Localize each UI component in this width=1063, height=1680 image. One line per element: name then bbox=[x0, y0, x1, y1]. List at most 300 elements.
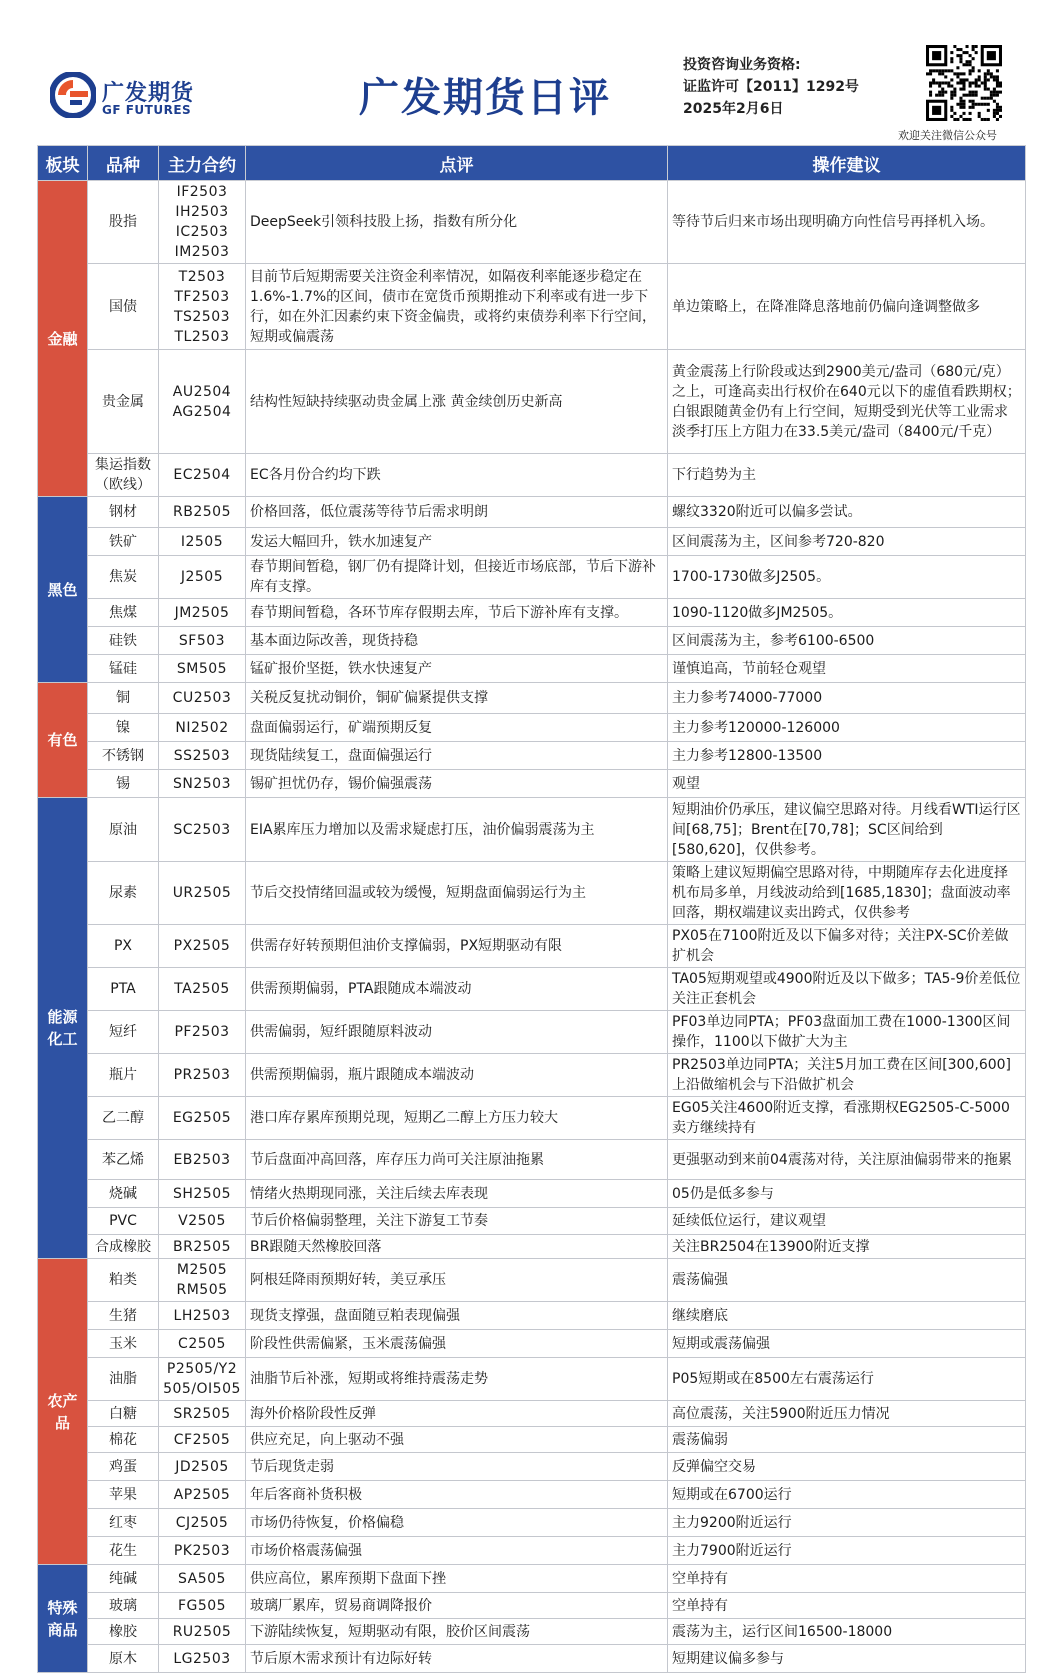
advice-cell: 空单持有 bbox=[668, 1593, 1026, 1619]
comment-cell: 供需预期偏弱，瓶片跟随成本端波动 bbox=[246, 1054, 668, 1097]
contract-code: J2505 bbox=[180, 569, 224, 585]
comment-cell: 节后交投情绪回温或较为缓慢，短期盘面偏弱运行为主 bbox=[246, 862, 668, 925]
column-header-sector: 板块 bbox=[38, 146, 88, 181]
contract-code: PF2503 bbox=[174, 1024, 230, 1040]
comment-cell: 盘面偏弱运行，矿端预期反复 bbox=[246, 714, 668, 742]
variety-cell bbox=[88, 599, 159, 627]
advice-cell: 短期油价仍承压，建议偏空思路对待。月线看WTI运行区间[68,75]；Brent在[70,78]；SC区间给到[580,620]，仅供参考。 bbox=[668, 798, 1026, 862]
sector-cell bbox=[38, 683, 88, 798]
variety-name: PX bbox=[113, 938, 133, 954]
comment-cell: EIA累库压力增加以及需求疑虑打压，油价偏弱震荡为主 bbox=[246, 798, 668, 862]
contract-cell bbox=[159, 1509, 246, 1537]
contract-cell bbox=[159, 1259, 246, 1302]
comment-cell: 海外价格阶段性反弹 bbox=[246, 1401, 668, 1427]
variety-name: 纯碱 bbox=[109, 1570, 137, 1587]
daily-review-table-wrapper bbox=[37, 145, 1025, 1673]
variety-cell bbox=[88, 1235, 159, 1259]
comment-cell: 现货支撑强，盘面随豆粕表现偏强 bbox=[246, 1302, 668, 1330]
variety-name: 白糖 bbox=[109, 1405, 137, 1422]
table-header-row bbox=[38, 146, 1026, 181]
variety-cell bbox=[88, 925, 159, 968]
table-row bbox=[38, 1619, 1026, 1645]
comment-cell: 下游陆续恢复，短期驱动有限，胶价区间震荡 bbox=[246, 1619, 668, 1645]
advice-cell: 05仍是低多参与 bbox=[668, 1180, 1026, 1208]
contract-code: EC2504 bbox=[173, 467, 231, 483]
contract-cell bbox=[159, 968, 246, 1011]
report-header bbox=[0, 0, 1063, 145]
table-row bbox=[38, 1401, 1026, 1427]
variety-cell bbox=[88, 770, 159, 798]
advice-cell: 区间震荡为主，区间参考720-820 bbox=[668, 528, 1026, 556]
variety-name: 玉米 bbox=[109, 1335, 137, 1352]
variety-name: 油脂 bbox=[109, 1371, 137, 1387]
contract-cell bbox=[159, 1593, 246, 1619]
sector-name: 农产品 bbox=[47, 1391, 78, 1432]
comment-cell: 关税反复扰动铜价，铜矿偏紧提供支撑 bbox=[246, 683, 668, 714]
comment-cell: 结构性短缺持续驱动贵金属上涨 黄金续创历史新高 bbox=[246, 350, 668, 454]
contract-code: IF2503 bbox=[176, 184, 228, 200]
variety-cell bbox=[88, 1645, 159, 1673]
contract-code: SH2505 bbox=[172, 1185, 232, 1202]
comment-cell: 节后现货走弱 bbox=[246, 1453, 668, 1481]
sector-name: 黑色 bbox=[47, 580, 78, 599]
table-row bbox=[38, 264, 1026, 350]
variety-cell bbox=[88, 1427, 159, 1453]
advice-cell: 更强驱动到来前04震荡对待，关注原油偏弱带来的拖累 bbox=[668, 1140, 1026, 1180]
comment-cell: 基本面边际改善，现货持稳 bbox=[246, 627, 668, 655]
contract-cell bbox=[159, 655, 246, 683]
comment-cell: 节后盘面冲高回落，库存压力尚可关注原油拖累 bbox=[246, 1140, 668, 1180]
table-row bbox=[38, 925, 1026, 968]
contract-code: I2505 bbox=[180, 533, 224, 550]
daily-review-table bbox=[37, 145, 1026, 1673]
variety-cell bbox=[88, 862, 159, 925]
contract-cell bbox=[159, 862, 246, 925]
contract-code: IM2503 bbox=[174, 244, 230, 260]
advice-cell: TA05短期观望或4900附近及以下做多；TA5-9价差低位关注正套机会 bbox=[668, 968, 1026, 1011]
column-header-comment: 点评 bbox=[246, 146, 668, 181]
contract-code: IH2503 bbox=[175, 204, 229, 220]
advice-cell: 主力7900附近运行 bbox=[668, 1537, 1026, 1565]
sector-cell bbox=[38, 1565, 88, 1673]
variety-name: 原木 bbox=[109, 1650, 137, 1667]
advice-cell: 短期或震荡偏强 bbox=[668, 1330, 1026, 1358]
advice-cell: 观望 bbox=[668, 770, 1026, 798]
variety-name: 原油 bbox=[109, 821, 137, 838]
advice-cell: EG05关注4600附近支撑，看涨期权EG2505-C-5000卖方继续持有 bbox=[668, 1097, 1026, 1140]
table-row bbox=[38, 1330, 1026, 1358]
comment-cell: 港口库存累库预期兑现，短期乙二醇上方压力较大 bbox=[246, 1097, 668, 1140]
advice-cell: 主力参考12800-13500 bbox=[668, 742, 1026, 770]
table-row bbox=[38, 1054, 1026, 1097]
contract-cell bbox=[159, 714, 246, 742]
sector-cell bbox=[38, 798, 88, 1259]
variety-name: PVC bbox=[109, 1213, 137, 1229]
comment-cell: 供应充足，向上驱动不强 bbox=[246, 1427, 668, 1453]
variety-name: 合成橡胶 bbox=[94, 1238, 151, 1255]
table-row bbox=[38, 627, 1026, 655]
advice-cell: 关注BR2504在13900附近支撑 bbox=[668, 1235, 1026, 1259]
sector-name: 特殊商品 bbox=[47, 1598, 78, 1639]
variety-cell bbox=[88, 1011, 159, 1054]
qualification-line: 投资咨询业务资格: bbox=[683, 57, 801, 73]
advice-cell: P05短期或在8500左右震荡运行 bbox=[668, 1358, 1026, 1401]
variety-name: 鸡蛋 bbox=[109, 1458, 137, 1475]
table-row bbox=[38, 968, 1026, 1011]
column-header-advice: 操作建议 bbox=[668, 146, 1026, 181]
contract-cell bbox=[159, 742, 246, 770]
table-row bbox=[38, 1537, 1026, 1565]
contract-code: AU2504 bbox=[172, 383, 232, 400]
advice-cell: 反弹偏空交易 bbox=[668, 1453, 1026, 1481]
variety-name: 生猪 bbox=[109, 1307, 137, 1324]
contract-code: CU2503 bbox=[172, 690, 232, 706]
variety-name: 苹果 bbox=[109, 1486, 137, 1503]
variety-name: 集运指数（欧线） bbox=[94, 457, 151, 493]
contract-code: LG2503 bbox=[173, 1650, 231, 1667]
contract-cell bbox=[159, 1140, 246, 1180]
contract-code: SF503 bbox=[178, 632, 226, 649]
contract-code: TA2505 bbox=[174, 981, 230, 997]
variety-cell bbox=[88, 1208, 159, 1235]
variety-name: 短纤 bbox=[109, 1024, 137, 1040]
variety-cell bbox=[88, 181, 159, 264]
comment-cell: 供应高位，累库预期下盘面下挫 bbox=[246, 1565, 668, 1593]
table-row bbox=[38, 1645, 1026, 1673]
column-header-variety: 品种 bbox=[88, 146, 159, 181]
contract-code: SC2503 bbox=[173, 821, 231, 838]
contract-code: JD2505 bbox=[175, 1458, 229, 1475]
contract-cell bbox=[159, 1537, 246, 1565]
table-row bbox=[38, 1259, 1026, 1302]
report-title: 广发期货日评 bbox=[359, 75, 611, 121]
advice-cell: 1090-1120做多JM2505。 bbox=[668, 599, 1026, 627]
variety-cell bbox=[88, 1180, 159, 1208]
contract-cell bbox=[159, 599, 246, 627]
contract-cell bbox=[159, 1097, 246, 1140]
comment-cell: 年后客商补货积极 bbox=[246, 1481, 668, 1509]
comment-cell: 情绪火热期现同涨，关注后续去库表现 bbox=[246, 1180, 668, 1208]
variety-cell bbox=[88, 556, 159, 599]
table-row bbox=[38, 1302, 1026, 1330]
variety-name: 贵金属 bbox=[102, 393, 144, 410]
variety-name: PTA bbox=[110, 981, 136, 997]
variety-name: 瓶片 bbox=[109, 1067, 137, 1083]
comment-cell: EC各月份合约均下跌 bbox=[246, 454, 668, 497]
comment-cell: 玻璃厂累库，贸易商调降报价 bbox=[246, 1593, 668, 1619]
advice-cell: 继续磨底 bbox=[668, 1302, 1026, 1330]
contract-code: TL2503 bbox=[174, 328, 230, 345]
contract-code: SM505 bbox=[176, 660, 228, 677]
advice-cell: 区间震荡为主，参考6100-6500 bbox=[668, 627, 1026, 655]
variety-name: 不锈钢 bbox=[102, 747, 144, 764]
advice-cell: 等待节后归来市场出现明确方向性信号再择机入场。 bbox=[668, 181, 1026, 264]
variety-cell bbox=[88, 1619, 159, 1645]
company-logo bbox=[50, 72, 210, 120]
table-row bbox=[38, 1453, 1026, 1481]
qr-caption: 欢迎关注微信公众号 bbox=[898, 129, 997, 142]
variety-cell bbox=[88, 1302, 159, 1330]
qualification-block bbox=[683, 54, 859, 120]
variety-name: 棉花 bbox=[109, 1431, 137, 1448]
advice-cell: 黄金震荡上行阶段或达到2900美元/盎司（680元/克）之上，可逢高卖出行权价在640元以下的虚值看跌期权；白银跟随黄金仍有上行空间，短期受到光伏等工业需求淡季打压上方阻力在33.5美元/盎司（8400元/千克） bbox=[668, 350, 1026, 454]
contract-code: SN2503 bbox=[173, 775, 231, 792]
contract-code: PX2505 bbox=[173, 938, 231, 954]
table-row bbox=[38, 1427, 1026, 1453]
table-row bbox=[38, 1011, 1026, 1054]
variety-cell bbox=[88, 1453, 159, 1481]
contract-cell bbox=[159, 264, 246, 350]
advice-cell: 震荡为主，运行区间16500-18000 bbox=[668, 1619, 1026, 1645]
table-row bbox=[38, 1593, 1026, 1619]
variety-name: 花生 bbox=[109, 1542, 137, 1559]
sector-name: 有色 bbox=[47, 731, 78, 749]
comment-cell: 春节期间暂稳，钢厂仍有提降计划，但接近市场底部，节后下游补库有支撑。 bbox=[246, 556, 668, 599]
comment-cell: 锰矿报价坚挺，铁水快速复产 bbox=[246, 655, 668, 683]
variety-cell bbox=[88, 454, 159, 497]
table-row bbox=[38, 655, 1026, 683]
comment-cell: 锡矿担忧仍存，锡价偏强震荡 bbox=[246, 770, 668, 798]
variety-cell bbox=[88, 1537, 159, 1565]
variety-cell bbox=[88, 264, 159, 350]
advice-cell: 下行趋势为主 bbox=[668, 454, 1026, 497]
comment-cell: 阶段性供需偏紧，玉米震荡偏强 bbox=[246, 1330, 668, 1358]
variety-cell bbox=[88, 350, 159, 454]
variety-name: 红枣 bbox=[109, 1514, 137, 1531]
advice-cell: 主力参考74000-77000 bbox=[668, 683, 1026, 714]
contract-cell bbox=[159, 528, 246, 556]
table-row bbox=[38, 350, 1026, 454]
variety-cell bbox=[88, 1481, 159, 1509]
table-row bbox=[38, 1481, 1026, 1509]
variety-cell bbox=[88, 1054, 159, 1097]
table-row bbox=[38, 599, 1026, 627]
contract-code: NI2502 bbox=[175, 719, 229, 736]
table-row bbox=[38, 556, 1026, 599]
comment-cell: 供需偏弱，短纤跟随原料波动 bbox=[246, 1011, 668, 1054]
contract-code: JM2505 bbox=[174, 604, 230, 621]
advice-cell: 1700-1730做多J2505。 bbox=[668, 556, 1026, 599]
advice-cell: 短期或在6700运行 bbox=[668, 1481, 1026, 1509]
logo-text-cn: 广发期货 bbox=[102, 81, 195, 106]
advice-cell: 谨慎追高，节前轻仓观望 bbox=[668, 655, 1026, 683]
variety-name: 乙二醇 bbox=[102, 1110, 144, 1126]
variety-cell bbox=[88, 655, 159, 683]
variety-cell bbox=[88, 714, 159, 742]
license-line: 证监许可【2011】1292号 bbox=[683, 79, 859, 95]
contract-cell bbox=[159, 1481, 246, 1509]
contract-code: TF2503 bbox=[174, 288, 230, 305]
table-row bbox=[38, 742, 1026, 770]
contract-cell bbox=[159, 497, 246, 528]
table-row bbox=[38, 454, 1026, 497]
table-row bbox=[38, 862, 1026, 925]
table-row bbox=[38, 683, 1026, 714]
variety-cell bbox=[88, 627, 159, 655]
contract-code: M2505 bbox=[176, 1262, 228, 1278]
contract-code: IC2503 bbox=[175, 224, 229, 240]
table-row bbox=[38, 770, 1026, 798]
variety-name: 橡胶 bbox=[109, 1623, 137, 1640]
contract-cell bbox=[159, 925, 246, 968]
contract-cell bbox=[159, 1427, 246, 1453]
comment-cell: 价格回落，低位震荡等待节后需求明朗 bbox=[246, 497, 668, 528]
variety-cell bbox=[88, 1330, 159, 1358]
advice-cell: 高位震荡，关注5900附近压力情况 bbox=[668, 1401, 1026, 1427]
logo-text-en: GF FUTURES bbox=[102, 103, 192, 117]
comment-cell: 供需预期偏弱，PTA跟随成本端波动 bbox=[246, 968, 668, 1011]
advice-cell: PF03单边同PTA；PF03盘面加工费在1000-1300区间操作，1100以下做扩大为主 bbox=[668, 1011, 1026, 1054]
comment-cell: 目前节后短期需要关注资金利率情况，如隔夜利率能逐步稳定在1.6%-1.7%的区间，债市在宽货币预期推动下利率或有进一步下行，如在外汇因素约束下资金偏贵，或将约束债券利率下行空间，短期或偏震荡 bbox=[246, 264, 668, 350]
comment-cell: DeepSeek引领科技股上扬，指数有所分化 bbox=[246, 181, 668, 264]
table-row bbox=[38, 714, 1026, 742]
contract-code: EB2503 bbox=[173, 1151, 231, 1168]
table-row bbox=[38, 1180, 1026, 1208]
contract-cell bbox=[159, 454, 246, 497]
gf-logo-icon bbox=[50, 72, 96, 118]
contract-code: PK2503 bbox=[173, 1542, 231, 1559]
contract-cell bbox=[159, 683, 246, 714]
variety-name: 粕类 bbox=[109, 1272, 137, 1288]
advice-cell: 主力参考120000-126000 bbox=[668, 714, 1026, 742]
variety-cell bbox=[88, 1509, 159, 1537]
advice-cell: 单边策略上，在降准降息落地前仍偏向逢调整做多 bbox=[668, 264, 1026, 350]
contract-cell bbox=[159, 350, 246, 454]
variety-name: 锡 bbox=[116, 775, 130, 792]
advice-cell: 震荡偏强 bbox=[668, 1259, 1026, 1302]
contract-cell bbox=[159, 1208, 246, 1235]
comment-cell: 油脂节后补涨，短期或将维持震荡走势 bbox=[246, 1358, 668, 1401]
contract-code: FG505 bbox=[177, 1597, 227, 1614]
contract-code: C2505 bbox=[178, 1335, 226, 1352]
variety-cell bbox=[88, 1565, 159, 1593]
contract-code: RU2505 bbox=[172, 1623, 232, 1640]
advice-cell: PX05在7100附近及以下偏多对待；关注PX-SC价差做扩机会 bbox=[668, 925, 1026, 968]
comment-cell: 供需存好转预期但油价支撑偏弱，PX短期驱动有限 bbox=[246, 925, 668, 968]
comment-cell: BR跟随天然橡胶回落 bbox=[246, 1235, 668, 1259]
advice-cell: 空单持有 bbox=[668, 1565, 1026, 1593]
variety-name: 锰硅 bbox=[109, 660, 137, 677]
advice-cell: 延续低位运行，建议观望 bbox=[668, 1208, 1026, 1235]
sector-name: 能源化工 bbox=[47, 1008, 78, 1048]
contract-code: T2503 bbox=[178, 268, 226, 285]
variety-name: 焦煤 bbox=[109, 604, 137, 621]
variety-cell bbox=[88, 1401, 159, 1427]
variety-name: 苯乙烯 bbox=[102, 1151, 144, 1168]
comment-cell: 市场仍待恢复，价格偏稳 bbox=[246, 1509, 668, 1537]
contract-code: CF2505 bbox=[173, 1431, 231, 1448]
contract-code: AP2505 bbox=[173, 1486, 231, 1503]
contract-code: BR2505 bbox=[173, 1238, 231, 1255]
contract-code: V2505 bbox=[178, 1213, 226, 1229]
comment-cell: 发运大幅回升，铁水加速复产 bbox=[246, 528, 668, 556]
contract-cell bbox=[159, 556, 246, 599]
variety-name: 焦炭 bbox=[109, 569, 137, 585]
column-header-contract: 主力合约 bbox=[159, 146, 246, 181]
contract-code: LH2503 bbox=[173, 1307, 231, 1324]
variety-cell bbox=[88, 742, 159, 770]
contract-code: TS2503 bbox=[173, 308, 231, 325]
table-row bbox=[38, 1565, 1026, 1593]
table-row bbox=[38, 497, 1026, 528]
advice-cell: PR2503单边同PTA；关注5月加工费在区间[300,600]上沿做缩机会与下沿做扩机会 bbox=[668, 1054, 1026, 1097]
variety-name: 股指 bbox=[109, 214, 137, 230]
variety-name: 铜 bbox=[116, 690, 130, 706]
contract-cell bbox=[159, 1302, 246, 1330]
contract-cell bbox=[159, 798, 246, 862]
variety-name: 铁矿 bbox=[109, 533, 137, 550]
contract-cell bbox=[159, 1235, 246, 1259]
variety-cell bbox=[88, 968, 159, 1011]
advice-cell: 策略上建议短期偏空思路对待，中期随库存去化进度择机布局多单，月线波动给到[1685,1830]；盘面波动率回落，期权端建议卖出跨式，仅供参考 bbox=[668, 862, 1026, 925]
variety-name: 钢材 bbox=[109, 504, 137, 520]
report-date: 2025年2月6日 bbox=[683, 101, 784, 117]
variety-name: 镍 bbox=[116, 719, 130, 736]
variety-name: 硅铁 bbox=[109, 632, 137, 649]
wechat-qr-code bbox=[926, 45, 1002, 121]
contract-code: CJ2505 bbox=[175, 1514, 229, 1531]
contract-cell bbox=[159, 770, 246, 798]
sector-cell bbox=[38, 1259, 88, 1565]
contract-code: EG2505 bbox=[172, 1110, 232, 1126]
table-row bbox=[38, 798, 1026, 862]
contract-cell bbox=[159, 1453, 246, 1481]
contract-cell bbox=[159, 627, 246, 655]
comment-cell: 市场价格震荡偏强 bbox=[246, 1537, 668, 1565]
variety-name: 烧碱 bbox=[109, 1185, 137, 1202]
variety-name: 国债 bbox=[109, 298, 137, 315]
contract-cell bbox=[159, 1011, 246, 1054]
table-row bbox=[38, 1509, 1026, 1537]
table-row bbox=[38, 1140, 1026, 1180]
comment-cell: 春节期间暂稳，各环节库存假期去库，节后下游补库有支撑。 bbox=[246, 599, 668, 627]
contract-code: PR2503 bbox=[173, 1067, 231, 1083]
contract-code: UR2505 bbox=[172, 885, 232, 901]
variety-cell bbox=[88, 1140, 159, 1180]
table-row bbox=[38, 181, 1026, 264]
contract-code: SS2503 bbox=[173, 747, 231, 764]
table-row bbox=[38, 1208, 1026, 1235]
table-row bbox=[38, 1235, 1026, 1259]
advice-cell: 短期建议偏多参与 bbox=[668, 1645, 1026, 1673]
variety-cell bbox=[88, 683, 159, 714]
sector-cell bbox=[38, 181, 88, 497]
comment-cell: 节后原木需求预计有边际好转 bbox=[246, 1645, 668, 1673]
contract-cell bbox=[159, 1645, 246, 1673]
comment-cell: 现货陆续复工，盘面偏强运行 bbox=[246, 742, 668, 770]
advice-cell: 主力9200附近运行 bbox=[668, 1509, 1026, 1537]
contract-cell bbox=[159, 1054, 246, 1097]
contract-code: SR2505 bbox=[173, 1405, 231, 1422]
sector-cell bbox=[38, 497, 88, 683]
variety-cell bbox=[88, 1259, 159, 1302]
table-row bbox=[38, 1358, 1026, 1401]
advice-cell: 螺纹3320附近可以偏多尝试。 bbox=[668, 497, 1026, 528]
variety-cell bbox=[88, 798, 159, 862]
table-row bbox=[38, 1097, 1026, 1140]
table-row bbox=[38, 528, 1026, 556]
contract-cell bbox=[159, 1401, 246, 1427]
variety-cell bbox=[88, 497, 159, 528]
contract-cell bbox=[159, 1180, 246, 1208]
contract-code: P2505/Y2505/OI505 bbox=[163, 1361, 241, 1397]
comment-cell: 节后价格偏弱整理，关注下游复工节奏 bbox=[246, 1208, 668, 1235]
advice-cell: 震荡偏弱 bbox=[668, 1427, 1026, 1453]
contract-cell bbox=[159, 181, 246, 264]
sector-name: 金融 bbox=[47, 329, 78, 348]
contract-cell bbox=[159, 1358, 246, 1401]
contract-code: RB2505 bbox=[173, 504, 231, 520]
